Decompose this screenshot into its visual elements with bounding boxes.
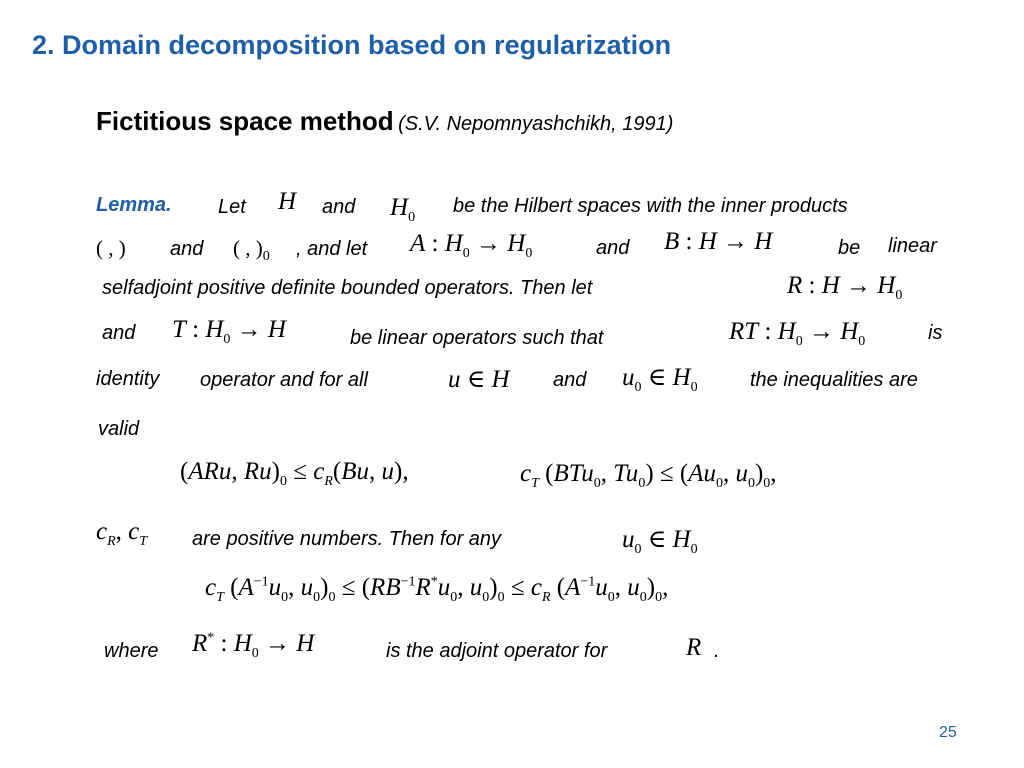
math-R-adjoint: R* : $H_0 \to H$ <box>192 630 315 661</box>
text-period: . <box>714 640 720 662</box>
text-and-2: and <box>170 238 204 260</box>
math-R: R <box>686 634 702 661</box>
text-and-1: and <box>322 196 356 218</box>
text-and-3: and <box>596 237 630 259</box>
text-operator-for-all: operator and for all <box>200 369 368 391</box>
text-positive-numbers: are positive numbers. Then for any <box>192 528 502 550</box>
lemma-label: Lemma. <box>96 194 172 216</box>
text-where: where <box>104 640 159 662</box>
math-H: H <box>278 188 297 215</box>
math-RT-operator: RT : $H_0 \to H_0$ <box>729 318 866 349</box>
slide-title: 2. Domain decomposition based on regularization <box>32 30 672 60</box>
math-A-operator: A : $H_0 \to H_0$ <box>410 230 533 261</box>
text-and-4: and <box>102 322 136 344</box>
text-inequalities: the inequalities are <box>750 369 918 391</box>
math-inner-product: ( , ) <box>96 236 126 260</box>
math-H0: $H_0$ <box>390 194 416 225</box>
text-let: Let <box>218 196 246 218</box>
text-adjoint: is the adjoint operator for <box>386 640 608 662</box>
text-be-linear-ops: be linear operators such that <box>350 327 604 349</box>
math-B-operator: B : H → H <box>664 228 773 255</box>
text-selfadjoint: selfadjoint positive definite bounded operators. Then let <box>102 277 593 299</box>
math-inner-product-0: ( , )$_0$ <box>233 236 270 265</box>
math-u0-in-H0-2: $u_0$ ∈ $H_0$ <box>622 526 698 557</box>
text-linear: linear <box>888 235 937 257</box>
math-constants: $c_R$, $c_T$ <box>96 518 148 549</box>
text-is: is <box>928 322 943 344</box>
math-T-operator: T : $H_0 \to H$ <box>172 316 286 347</box>
text-identity: identity <box>96 368 160 390</box>
math-main-estimate: $c_T$ ($A^{-1}u_0$, $u_0)_0 \le (RB^{-1}R^*u_0$, $u_0)_0 \le c_R$ ($A^{-1}u_0$, $u_0)_0$, <box>205 574 669 605</box>
math-ineq-T: $c_T$ (BTu$_0$, $Tu_0) \le (Au_0$, $u_0)_0$, <box>520 460 777 491</box>
text-and-let: , and let <box>296 238 368 260</box>
math-R-operator: R : $H \to H_0$ <box>787 272 903 303</box>
subtitle-line <box>96 106 673 137</box>
text-hilbert: be the Hilbert spaces with the inner products <box>453 195 848 217</box>
text-be-1: be <box>838 237 861 259</box>
text-valid: valid <box>98 418 140 440</box>
math-u0-in-H0: $u_0$ ∈ $H_0$ <box>622 364 698 395</box>
citation: (S.V. Nepomnyashchikh, 1991) <box>398 113 674 135</box>
method-name: Fictitious space method <box>96 106 394 136</box>
math-ineq-R: (ARu, $Ru)_0 \le c_R(Bu$, u), <box>180 458 409 489</box>
page-number: 25 <box>939 724 957 741</box>
text-and-5: and <box>553 369 587 391</box>
math-u-in-H: u ∈ H <box>448 366 510 393</box>
